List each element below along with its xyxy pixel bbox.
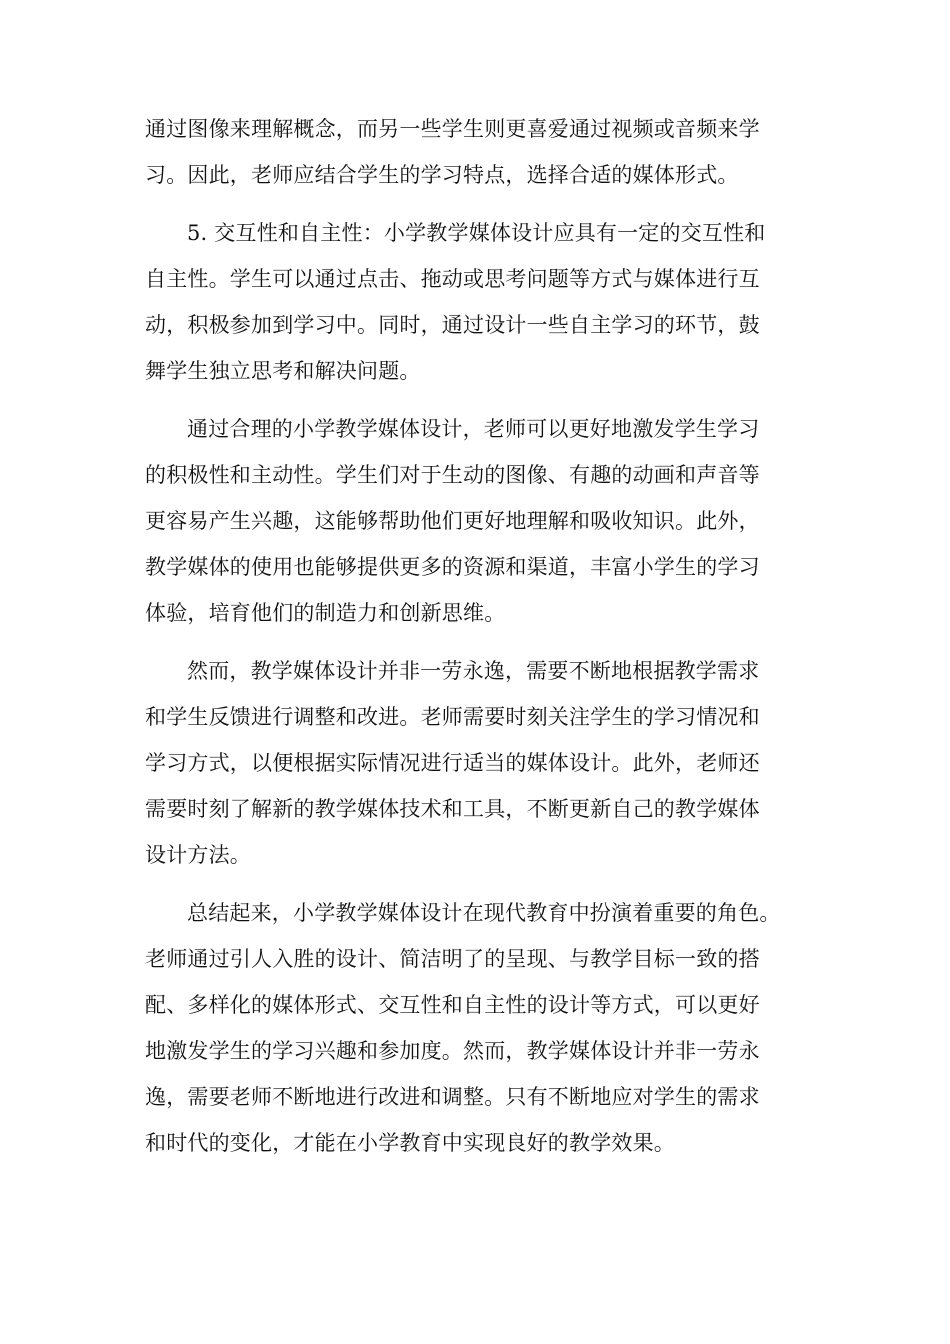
text-line: 设计方法。: [145, 843, 251, 867]
text-line: 地激发学生的学习兴趣和参加度。然而，教学媒体设计并非一劳永: [145, 1039, 760, 1063]
text-line: 的积极性和主动性。学生们对于生动的图像、有趣的动画和声音等: [145, 463, 760, 487]
text-line: 然而，教学媒体设计并非一劳永逸，需要不断地根据教学需求: [187, 659, 760, 683]
paragraph-interactivity: [145, 210, 810, 394]
text-line: 通过图像来理解概念，而另一些学生则更喜爱通过视频或音频来学: [145, 117, 760, 141]
text-line: 自主性。学生可以通过点击、拖动或思考问题等方式与媒体进行互: [145, 267, 760, 291]
paragraph-continuation: [145, 106, 810, 198]
text-line: 和学生反馈进行调整和改进。老师需要时刻关注学生的学习情况和: [145, 705, 760, 729]
document-body: [145, 106, 810, 1178]
text-line: 老师通过引人入胜的设计、简洁明了的呈现、与教学目标一致的搭: [145, 947, 760, 971]
text-line: 教学媒体的使用也能够提供更多的资源和渠道，丰富小学生的学习: [145, 555, 760, 579]
text-line: 学习方式，以便根据实际情况进行适当的媒体设计。此外，老师还: [145, 751, 760, 775]
paragraph-benefits: [145, 406, 810, 636]
text-line: 习。因此，老师应结合学生的学习特点，选择合适的媒体形式。: [145, 163, 739, 187]
text-line: 总结起来，小学教学媒体设计在现代教育中扮演着重要的角色。: [187, 901, 781, 925]
text-line: 更容易产生兴趣，这能够帮助他们更好地理解和吸收知识。此外，: [145, 509, 760, 533]
text-line: 动，积极参加到学习中。同时，通过设计一些自主学习的环节，鼓: [145, 313, 760, 337]
text-line: 舞学生独立思考和解决问题。: [145, 359, 421, 383]
text-line: 和时代的变化，才能在小学教育中实现良好的教学效果。: [145, 1131, 675, 1155]
text-line: 5. 交互性和自主性：小学教学媒体设计应具有一定的交互性和: [187, 221, 766, 245]
paragraph-conclusion: [145, 890, 810, 1166]
text-line: 需要时刻了解新的教学媒体技术和工具，不断更新自己的教学媒体: [145, 797, 760, 821]
paragraph-improvement: [145, 648, 810, 878]
text-line: 通过合理的小学教学媒体设计，老师可以更好地激发学生学习: [187, 417, 760, 441]
text-line: 配、多样化的媒体形式、交互性和自主性的设计等方式，可以更好: [145, 993, 760, 1017]
text-line: 逸，需要老师不断地进行改进和调整。只有不断地应对学生的需求: [145, 1085, 760, 1109]
text-line: 体验，培育他们的制造力和创新思维。: [145, 601, 506, 625]
